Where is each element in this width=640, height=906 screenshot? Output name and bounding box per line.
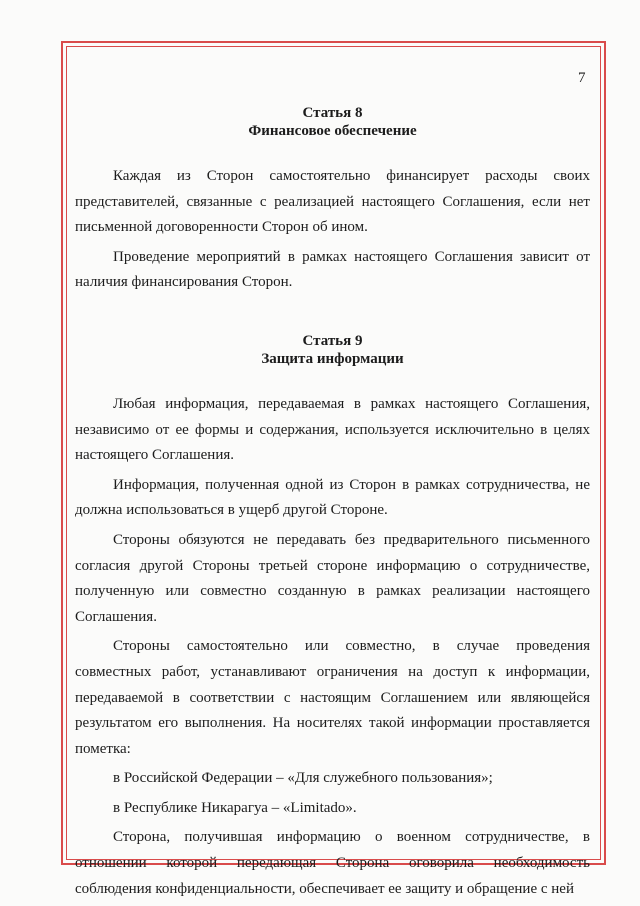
article-8-paragraph-1: Каждая из Сторон самостоятельно финансирует расходы своих представителей, связанные с реализацией настоящего Соглашения, если нет письменной договоренности Сторон об ином. xyxy=(75,168,590,236)
article-9-paragraph-6: в Республике Никарагуа – «Limitado». xyxy=(113,799,357,816)
page-number: 7 xyxy=(578,70,586,86)
article-9-paragraph-1: Любая информация, передаваемая в рамках настоящего Соглашения, независимо от ее формы и содержания, используется исключительно в целях настоящего Соглашения. xyxy=(75,395,590,464)
article-9-paragraph-2: Информация, полученная одной из Сторон в рамках сотрудничества, не должна использоваться в ущерб другой Стороне. xyxy=(75,476,590,519)
article-9-paragraph-4: Стороны самостоятельно или совместно, в случае проведения совместных работ, устанавливают ограничения на доступ к информации, передаваемой в соответствии с настоящим Соглашением или являющейся результатом его выполнения. На носителях такой информации проставляется пометка: xyxy=(75,638,590,757)
article-8-number: Статья 8 xyxy=(302,105,363,121)
article-9-number: Статья 9 xyxy=(302,332,363,349)
article-8-title: Финансовое обеспечение xyxy=(248,123,417,139)
article-9-title: Защита информации xyxy=(261,350,404,367)
article-9-paragraph-3: Стороны обязуются не передавать без предварительного письменного согласия другой Стороны третьей стороне информацию о сотрудничестве, полученную или совместно созданную в рамках реализации настоящего Соглашения. xyxy=(75,531,590,625)
article-9-paragraph-7: Сторона, получившая информацию о военном сотрудничестве, в отношении которой передающая Сторона оговорила необходимость соблюдения конфиденциальности, обеспечивает ее защиту и обращение с ней xyxy=(75,829,590,897)
article-8-paragraph-2: Проведение мероприятий в рамках настоящего Соглашения зависит от наличия финансирования Сторон. xyxy=(75,248,590,291)
article-9-paragraph-5: в Российской Федерации – «Для служебного пользования»; xyxy=(113,770,493,787)
document-body xyxy=(75,90,590,902)
